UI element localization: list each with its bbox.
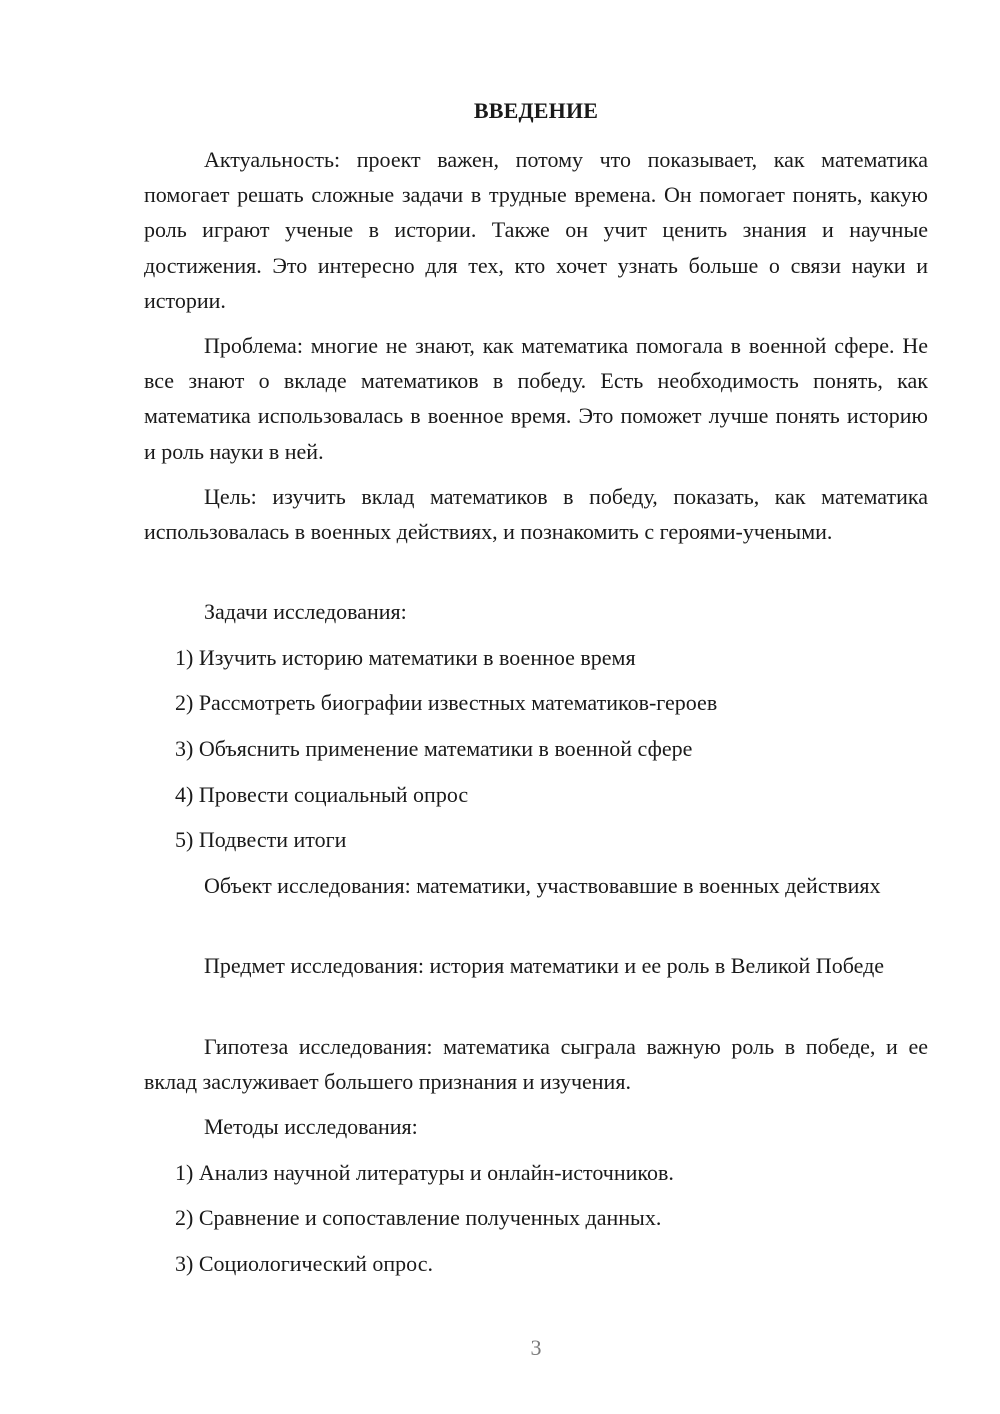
paragraph-goal: Цель: изучить вклад математиков в победу, показать, как математика использовалась в военных действиях, и познакомить с героями-учеными. <box>144 484 928 545</box>
task-item: 4) Провести социальный опрос <box>175 782 469 807</box>
task-item: 1) Изучить историю математики в военное время <box>175 645 636 670</box>
paragraph-object: Объект исследования: математики, участвовавшие в военных действиях <box>204 873 881 898</box>
method-item: 3) Социологический опрос. <box>175 1251 433 1276</box>
method-item: 1) Анализ научной литературы и онлайн-источников. <box>175 1160 674 1185</box>
paragraph-subject: Предмет исследования: история математики и ее роль в Великой Победе <box>204 953 885 978</box>
paragraph-problem: Проблема: многие не знают, как математика помогала в военной сфере. Не все знают о вкладе математиков в победу. Есть необходимость понять, как математика использовалась в военное время. Это поможет лучше понять историю и роль науки в ней. <box>144 333 928 464</box>
methods-heading: Методы исследования: <box>204 1114 418 1139</box>
task-item: 3) Объяснить применение математики в военной сфере <box>175 736 693 761</box>
tasks-heading: Задачи исследования: <box>204 599 407 624</box>
method-item: 2) Сравнение и сопоставление полученных данных. <box>175 1205 662 1230</box>
section-title: ВВЕДЕНИЕ <box>473 98 599 123</box>
paragraph-hypothesis: Гипотеза исследования: математика сыграла важную роль в победе, и ее вклад заслуживает большего признания и изучения. <box>144 1034 928 1095</box>
task-item: 5) Подвести итоги <box>175 827 347 852</box>
task-item: 2) Рассмотреть биографии известных математиков-героев <box>175 690 718 715</box>
page-number: 3 <box>530 1335 542 1360</box>
paragraph-relevance: Актуальность: проект важен, потому что показывает, как математика помогает решать сложные задачи в трудные времена. Он помогает понять, какую роль играют ученые в истории. Также он учит ценить знания и научные достижения. Это интересно для тех, кто хочет узнать больше о связи науки и истории. <box>144 147 928 313</box>
